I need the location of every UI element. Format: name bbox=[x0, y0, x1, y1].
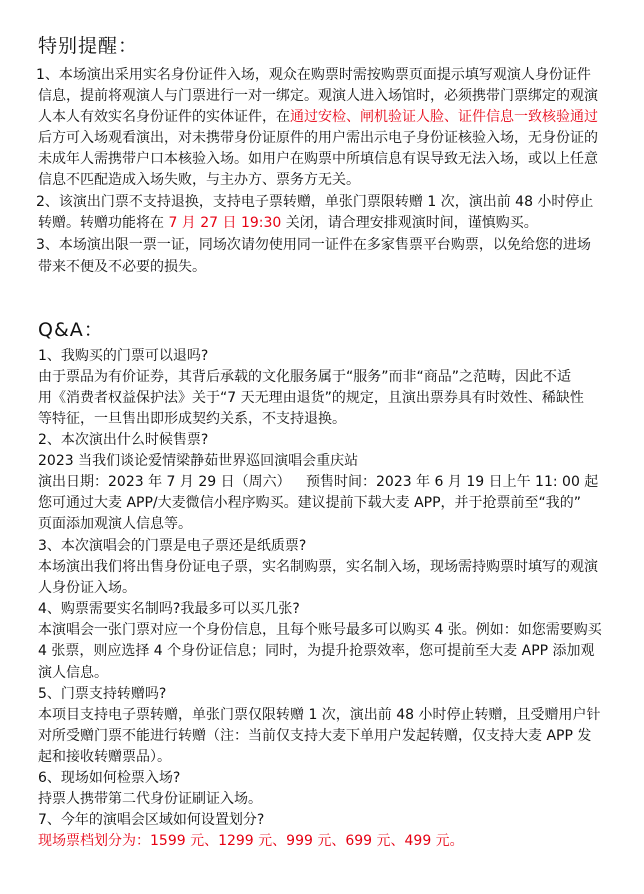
qa-a4-line1: 本演唱会一张门票对应一个身份信息，且每个账号最多可以购买 4 张。例如：如您需要购买 bbox=[38, 622, 602, 638]
qa-q4: 4、购票需要实名制吗?我最多可以买几张? bbox=[38, 601, 300, 617]
qa-a2-presale: 预售时间：2023 年 6 月 19 日上午 11: 00 起 bbox=[306, 474, 599, 490]
notice-p1-line2: 信息，提前将观演人与门票进行一对一绑定。观演人进入场馆时，必须携带门票绑定的观演 bbox=[38, 88, 598, 104]
qa-a2-line4: 页面添加观演人信息等。 bbox=[38, 516, 192, 532]
notice-p2-line2-text: 转赠。转赠功能将在 bbox=[38, 215, 169, 231]
notice-p1-line3-text: 人本人有效实名身份证件的实体证件，在 bbox=[38, 109, 290, 125]
qa-a3-line2: 人身份证入场。 bbox=[38, 580, 136, 596]
qa-a1-line1: 由于票品为有价证券，其背后承载的文化服务属于“服务”而非“商品”之范畴，因此不适 bbox=[38, 369, 572, 385]
notice-p2-line2-tail: 关闭，请合理安排观演时间，谨慎购买。 bbox=[281, 215, 538, 231]
qa-a7-price-tiers: 现场票档划分为：1599 元、1299 元、999 元、699 元、499 元。 bbox=[38, 833, 464, 849]
qa-q1: 1、我购买的门票可以退吗? bbox=[38, 348, 209, 364]
qa-a2-date: 演出日期：2023 年 7 月 29 日（周六） bbox=[38, 474, 291, 490]
qa-a2-line3: 您可通过大麦 APP/大麦微信小程序购买。建议提前下载大麦 APP，并于抢票前至“我的” bbox=[38, 495, 582, 511]
notice-p2-highlight: 7 月 27 日 19:30 bbox=[168, 215, 282, 231]
qa-q6: 6、现场如何检票入场? bbox=[38, 770, 181, 786]
notice-p3-line2: 带来不便及不必要的损失。 bbox=[38, 259, 206, 275]
notice-p1-line4: 后方可入场观看演出，对未携带身份证原件的用户需出示电子身份证核验入场，无身份证的 bbox=[38, 130, 598, 146]
qa-q7: 7、今年的演唱会区域如何设置划分? bbox=[38, 812, 265, 828]
qa-a6-line1: 持票人携带第二代身份证刷证入场。 bbox=[38, 791, 262, 807]
notice-p2-line1: 2、该演出门票不支持退换，支持电子票转赠，单张门票限转赠 1 次，演出前 48 小时停止 bbox=[36, 194, 594, 210]
qa-a5-line3: 起和接收转赠票品）。 bbox=[38, 749, 171, 765]
qa-q3: 3、本次演唱会的门票是电子票还是纸质票? bbox=[38, 538, 307, 554]
notice-p1-line1: 1、本场演出采用实名身份证件入场，观众在购票时需按购票页面提示填写观演人身份证件 bbox=[36, 67, 591, 83]
notice-p3-line1: 3、本场演出限一票一证，同场次请勿使用同一证件在多家售票平台购票，以免给您的进场 bbox=[36, 237, 591, 253]
notice-p2-line2 bbox=[38, 214, 538, 232]
qa-a5-line1: 本项目支持电子票转赠，单张门票仅限转赠 1 次，演出前 48 小时停止转赠，且受赠用户针 bbox=[38, 707, 601, 723]
notice-p1-line3 bbox=[38, 108, 598, 126]
notice-title: 特别提醒： bbox=[38, 35, 139, 57]
qa-a2-line1: 2023 当我们谈论爱情梁静茹世界巡回演唱会重庆站 bbox=[38, 453, 359, 469]
notice-p1-line6: 信息不匹配造成入场失败，与主办方、票务方无关。 bbox=[38, 172, 360, 188]
qa-a1-line2: 用《消费者权益保护法》关于“7 天无理由退货”的规定，且演出票券具有时效性、稀缺性 bbox=[38, 390, 584, 406]
notice-p1-line5: 未成年人需携带户口本核验入场。如用户在购票中所填信息有误导致无法入场，或以上任意 bbox=[38, 151, 598, 167]
qa-title: Q&A： bbox=[38, 319, 104, 341]
qa-a1-line3: 等特征，一旦售出即形成契约关系，不支持退换。 bbox=[38, 411, 346, 427]
notice-p1-highlight: 通过安检、闸机验证人脸、证件信息一致核验通过 bbox=[290, 109, 598, 125]
qa-a4-line2: 4 张票，则应选择 4 个身份证信息；同时，为提升抢票效率，您可提前至大麦 APP 添加观 bbox=[38, 643, 595, 659]
qa-a4-line3: 演人信息。 bbox=[38, 665, 108, 681]
qa-q2: 2、本次演出什么时候售票? bbox=[38, 432, 209, 448]
qa-a5-line2: 对所受赠门票不能进行转赠（注：当前仅支持大麦下单用户发起转赠，仅支持大麦 APP 发 bbox=[38, 728, 592, 744]
qa-a3-line1: 本场演出我们将出售身份证电子票，实名制购票，实名制入场，现场需持购票时填写的观演 bbox=[38, 559, 598, 575]
qa-q5: 5、门票支持转赠吗? bbox=[38, 686, 167, 702]
